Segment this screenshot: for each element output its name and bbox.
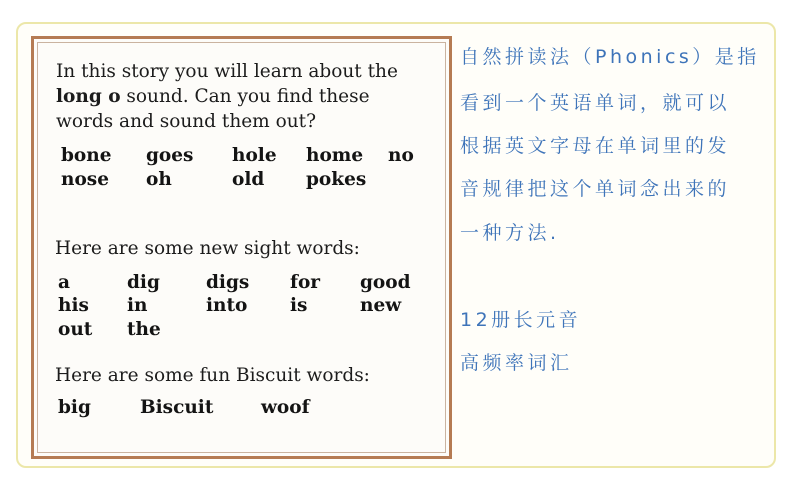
sight-word: a xyxy=(58,272,70,293)
phonics-note-line: 看到一个英语单词，就可以 xyxy=(460,92,731,114)
sight-word: the xyxy=(127,319,161,340)
sight-word: into xyxy=(206,295,248,316)
book-series-tag: 12册长元音 xyxy=(460,309,582,331)
sight-word: new xyxy=(360,295,402,316)
sight-words-heading: Here are some new sight words: xyxy=(55,238,360,259)
biscuit-word: Biscuit xyxy=(140,397,214,418)
long-o-word: hole xyxy=(232,145,277,166)
long-o-word: goes xyxy=(146,145,194,166)
long-o-word: no xyxy=(388,145,414,166)
phonics-note-line: 根据英文字母在单词里的发 xyxy=(460,135,731,157)
biscuit-words-heading: Here are some fun Biscuit words: xyxy=(55,365,370,386)
sight-word: in xyxy=(127,295,148,316)
sight-word: for xyxy=(290,272,321,293)
sight-word: digs xyxy=(206,272,250,293)
sight-word: is xyxy=(290,295,308,316)
worksheet-page xyxy=(31,36,452,459)
intro-paragraph xyxy=(56,59,428,134)
intro-text: In this story you will learn about the xyxy=(56,61,398,82)
phonics-note-line: 一种方法. xyxy=(460,222,560,244)
long-o-word: home xyxy=(306,145,364,166)
long-o-word: bone xyxy=(61,145,112,166)
intro-text-end: sound. Can you find these words and sound them out? xyxy=(56,86,370,132)
biscuit-word: big xyxy=(58,397,91,418)
sight-word: out xyxy=(58,319,93,340)
vocabulary-tag: 高频率词汇 xyxy=(460,352,573,374)
phonics-note-line: 自然拼读法（Phonics）是指 xyxy=(460,46,760,68)
long-o-word: oh xyxy=(146,169,172,190)
long-o-word: old xyxy=(232,169,265,190)
sight-word: good xyxy=(360,272,411,293)
biscuit-word: woof xyxy=(261,397,310,418)
sight-word: his xyxy=(58,295,89,316)
intro-highlight: long o xyxy=(56,86,121,107)
long-o-word: pokes xyxy=(306,169,367,190)
phonics-note-line: 音规律把这个单词念出来的 xyxy=(460,178,731,200)
sight-word: dig xyxy=(127,272,160,293)
long-o-word: nose xyxy=(61,169,109,190)
